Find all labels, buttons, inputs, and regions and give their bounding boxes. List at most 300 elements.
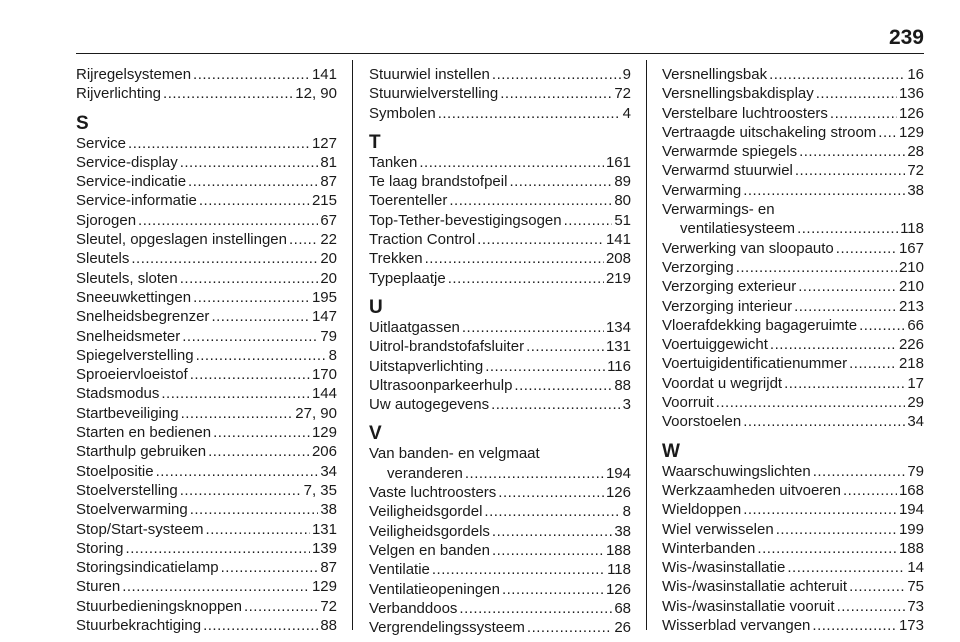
index-page-ref: 17	[907, 374, 924, 392]
dot-leader	[438, 104, 621, 123]
index-term: Voordat u wegrijdt	[662, 374, 783, 392]
index-term: Verwarmd stuurwiel	[662, 162, 793, 180]
index-entry	[369, 337, 631, 356]
index-page-ref: 16	[907, 66, 924, 83]
index-page-ref: 14	[907, 559, 924, 577]
dot-leader	[485, 357, 605, 376]
index-entry	[662, 616, 924, 635]
column-divider	[352, 60, 353, 630]
index-page-ref: 12, 90	[295, 85, 337, 103]
index-term: Sturen	[76, 578, 121, 596]
index-term: Sleutels, sloten	[76, 269, 178, 287]
index-term: Wisserblad vervangen	[662, 617, 811, 635]
index-page-ref: 136	[898, 85, 924, 103]
index-entry	[369, 560, 631, 579]
dot-leader	[484, 502, 620, 521]
dot-leader	[743, 412, 905, 431]
index-page-ref: 208	[605, 250, 631, 268]
dot-leader	[203, 616, 318, 635]
index-column-3	[662, 65, 924, 635]
dot-leader	[798, 277, 897, 296]
dot-leader	[795, 161, 905, 180]
index-page-ref: 210	[898, 278, 924, 296]
index-term: Wis-/wasinstallatie achteruit	[662, 578, 848, 596]
index-term: Symbolen	[369, 104, 436, 122]
index-page-ref: 129	[898, 123, 924, 141]
dot-leader	[138, 211, 318, 230]
dot-leader	[419, 153, 604, 172]
index-page-ref: 147	[311, 308, 337, 326]
dot-leader	[784, 374, 905, 393]
index-term: Uitlaatgassen	[369, 318, 460, 336]
index-term: Startbeveiliging	[76, 404, 179, 422]
index-letter-heading: T	[369, 131, 381, 153]
index-term: Verstelbare luchtroosters	[662, 104, 828, 122]
index-page-ref: 22	[320, 231, 337, 249]
index-page-ref: 88	[614, 376, 631, 394]
dot-leader	[465, 464, 604, 483]
index-page-ref: 139	[311, 539, 337, 557]
dot-leader	[716, 393, 906, 412]
index-term: Wieldoppen	[662, 501, 742, 519]
index-entry	[76, 423, 337, 442]
index-term: Service	[76, 134, 127, 152]
index-page-ref: 206	[311, 443, 337, 461]
index-page-ref: 118	[900, 220, 924, 238]
index-term: Sproeiervloeistof	[76, 366, 188, 384]
index-term: Rijverlichting	[76, 85, 162, 103]
index-page-ref: 195	[311, 288, 337, 306]
index-entry	[662, 539, 924, 558]
index-entry	[369, 249, 631, 268]
index-entry	[369, 230, 631, 249]
index-term: Storing	[76, 539, 124, 557]
index-entry	[369, 444, 631, 463]
index-term: veranderen	[387, 464, 463, 482]
index-page-ref: 188	[605, 541, 631, 559]
index-page-ref: 118	[607, 561, 631, 579]
dot-leader	[289, 230, 318, 249]
index-term: Service-informatie	[76, 192, 197, 210]
index-entry	[369, 84, 631, 103]
dot-leader	[743, 500, 897, 519]
index-page-ref: 127	[311, 134, 337, 152]
index-entry	[662, 142, 924, 161]
index-term: Uitrol-brandstofafsluiter	[369, 338, 525, 356]
index-term: Spiegelverstelling	[76, 346, 194, 364]
index-entry	[76, 269, 337, 288]
dot-leader	[787, 558, 905, 577]
index-page-ref: 170	[311, 366, 337, 384]
dot-leader	[193, 288, 310, 307]
index-entry	[76, 172, 337, 191]
dot-leader	[526, 337, 604, 356]
index-page-ref: 38	[614, 522, 631, 540]
index-term: Verwarming	[662, 181, 742, 199]
dot-leader	[816, 84, 897, 103]
index-entry	[662, 520, 924, 539]
index-page-ref: 126	[898, 104, 924, 122]
index-page-ref: 79	[907, 462, 924, 480]
dot-leader	[509, 172, 612, 191]
index-entry	[662, 104, 924, 123]
index-page-ref: 129	[311, 424, 337, 442]
index-term: Stuurbedieningsknoppen	[76, 597, 242, 615]
index-page-ref: 8	[328, 346, 337, 364]
index-entry	[76, 327, 337, 346]
index-letter-heading: V	[369, 423, 382, 445]
index-page-ref: 144	[311, 385, 337, 403]
index-page-ref: 29	[907, 394, 924, 412]
index-page-ref: 194	[605, 464, 631, 482]
index-term: Verzorging interieur	[662, 297, 793, 315]
index-entry	[369, 483, 631, 502]
index-page-ref: 226	[898, 336, 924, 354]
dot-leader	[122, 577, 310, 596]
index-entry	[662, 239, 924, 258]
index-page-ref: 210	[898, 258, 924, 276]
dot-leader	[514, 376, 612, 395]
index-page-ref: 72	[614, 85, 631, 103]
index-entry	[662, 316, 924, 335]
index-entry	[76, 539, 337, 558]
dot-leader	[797, 219, 898, 238]
index-entry	[662, 354, 924, 373]
index-entry	[369, 65, 631, 84]
index-entry	[369, 318, 631, 337]
dot-leader	[156, 462, 319, 481]
dot-leader	[757, 539, 897, 558]
index-entry	[662, 558, 924, 577]
header-rule	[76, 53, 924, 54]
dot-leader	[425, 249, 604, 268]
dot-leader	[131, 249, 318, 268]
index-entry	[369, 502, 631, 521]
index-term: Verwarmings- en	[662, 201, 775, 219]
dot-leader	[211, 307, 310, 326]
index-entry	[76, 288, 337, 307]
index-page-ref: 3	[622, 396, 631, 414]
index-entry	[662, 123, 924, 142]
column-divider	[646, 60, 647, 630]
index-term: Stuurbekrachtiging	[76, 617, 202, 635]
index-page-ref: 51	[614, 211, 631, 229]
index-entry	[76, 84, 337, 103]
index-term: Versnellingsbak	[662, 66, 768, 83]
index-page-ref: 131	[311, 520, 337, 538]
dot-leader	[188, 172, 318, 191]
index-entry	[369, 191, 631, 210]
index-entry	[76, 211, 337, 230]
index-term: Stuurwiel instellen	[369, 66, 490, 83]
index-page-ref: 9	[622, 66, 631, 83]
index-entry	[369, 104, 631, 123]
index-entry	[662, 219, 924, 238]
index-term: Van banden- en velgmaat	[369, 445, 540, 463]
index-letter-heading: W	[662, 440, 680, 462]
dot-leader	[843, 481, 897, 500]
dot-leader	[163, 84, 293, 103]
dot-leader	[769, 65, 905, 84]
index-page-ref: 68	[614, 599, 631, 617]
index-term: Tanken	[369, 153, 418, 171]
index-term: Top-Tether-bevestigingsogen	[369, 211, 562, 229]
index-entry	[662, 84, 924, 103]
index-term: Veiligheidsgordel	[369, 503, 483, 521]
dot-leader	[564, 211, 613, 230]
index-entry	[369, 211, 631, 230]
index-entry	[662, 374, 924, 393]
index-page-ref: 199	[898, 520, 924, 538]
index-page-ref: 66	[907, 316, 924, 334]
index-page-ref: 215	[311, 192, 337, 210]
index-column-2	[369, 65, 631, 637]
index-entry	[369, 541, 631, 560]
index-entry	[76, 134, 337, 153]
index-letter-heading: U	[369, 296, 383, 318]
dot-leader	[208, 442, 310, 461]
index-term: Wis-/wasinstallatie vooruit	[662, 597, 835, 615]
page-number: 239	[888, 26, 924, 49]
dot-leader	[812, 616, 897, 635]
index-page-ref: 34	[320, 462, 337, 480]
index-term: Velgen en banden	[369, 541, 490, 559]
index-page-ref: 87	[320, 173, 337, 191]
index-page-ref: 26	[614, 619, 631, 637]
index-entry	[369, 580, 631, 599]
index-entry	[76, 191, 337, 210]
dot-leader	[459, 599, 612, 618]
index-page-ref: 141	[605, 231, 631, 249]
index-term: Winterbanden	[662, 539, 756, 557]
dot-leader	[736, 258, 897, 277]
dot-leader	[776, 520, 897, 539]
index-term: Stoelverwarming	[76, 501, 188, 519]
index-entry	[76, 65, 337, 84]
dot-leader	[462, 318, 604, 337]
index-page-ref: 28	[907, 143, 924, 161]
index-entry	[662, 462, 924, 481]
index-entry	[76, 230, 337, 249]
dot-leader	[221, 558, 319, 577]
dot-leader	[813, 462, 906, 481]
index-entry	[369, 357, 631, 376]
dot-leader	[491, 395, 621, 414]
index-page-ref: 4	[622, 104, 631, 122]
index-entry	[369, 464, 631, 483]
index-term: Stadsmodus	[76, 385, 160, 403]
index-term: Stoelpositie	[76, 462, 154, 480]
index-entry	[662, 65, 924, 84]
index-entry	[662, 412, 924, 431]
dot-leader	[180, 153, 319, 172]
index-entry	[76, 462, 337, 481]
dot-leader	[181, 404, 294, 423]
index-term: Verwerking van sloopauto	[662, 239, 834, 257]
index-page-ref: 34	[907, 413, 924, 431]
index-page-ref: 75	[907, 578, 924, 596]
index-page-ref: 80	[614, 192, 631, 210]
index-term: Verzorging	[662, 258, 734, 276]
index-term: Sleutels	[76, 250, 130, 268]
index-entry	[76, 404, 337, 423]
index-letter-heading: S	[76, 112, 89, 134]
index-entry	[662, 481, 924, 500]
index-entry	[76, 558, 337, 577]
index-entry	[76, 520, 337, 539]
index-term: Traction Control	[369, 231, 476, 249]
dot-leader	[128, 134, 310, 153]
index-entry	[76, 481, 337, 500]
index-entry	[369, 395, 631, 414]
dot-leader	[837, 597, 906, 616]
index-page-ref: 38	[320, 501, 337, 519]
index-page-ref: 126	[605, 484, 631, 502]
index-entry	[662, 200, 924, 219]
index-entry	[662, 597, 924, 616]
index-page-ref: 213	[898, 297, 924, 315]
index-term: Te laag brandstofpeil	[369, 173, 508, 191]
index-entry	[76, 616, 337, 635]
index-term: Ventilatieopeningen	[369, 580, 500, 598]
dot-leader	[878, 123, 897, 142]
dot-leader	[449, 191, 612, 210]
index-term: Veiligheidsgordels	[369, 522, 490, 540]
dot-leader	[500, 84, 612, 103]
index-entry	[369, 376, 631, 395]
dot-leader	[180, 481, 302, 500]
index-page-ref: 67	[320, 211, 337, 229]
index-page-ref: 88	[320, 617, 337, 635]
index-entry	[369, 522, 631, 541]
dot-leader	[492, 65, 621, 84]
index-entry	[662, 577, 924, 596]
index-term: Toerenteller	[369, 192, 448, 210]
dot-leader	[770, 335, 897, 354]
index-entry	[369, 269, 631, 288]
index-term: Typeplaatje	[369, 269, 446, 287]
index-term: Stuurwielverstelling	[369, 85, 499, 103]
index-term: Snelheidsmeter	[76, 327, 181, 345]
index-page-ref: 194	[898, 501, 924, 519]
dot-leader	[849, 354, 897, 373]
index-page-ref: 89	[614, 173, 631, 191]
index-page-ref: 161	[605, 153, 631, 171]
index-term: Voorruit	[662, 394, 714, 412]
index-term: Stop/Start-systeem	[76, 520, 204, 538]
index-term: Service-indicatie	[76, 173, 187, 191]
index-term: Uitstapverlichting	[369, 357, 484, 375]
index-term: Sjorogen	[76, 211, 137, 229]
index-page-ref: 72	[907, 162, 924, 180]
index-entry	[76, 384, 337, 403]
index-entry	[662, 297, 924, 316]
index-term: Waarschuwingslichten	[662, 462, 811, 480]
index-term: Service-display	[76, 153, 178, 171]
index-entry	[76, 346, 337, 365]
index-term: Verbanddoos	[369, 599, 458, 617]
index-entry	[662, 393, 924, 412]
dot-leader	[126, 539, 310, 558]
index-page-ref: 129	[311, 578, 337, 596]
index-page-ref: 218	[898, 355, 924, 373]
index-term: Stoelverstelling	[76, 481, 178, 499]
index-term: Verwarmde spiegels	[662, 143, 798, 161]
index-entry	[662, 277, 924, 296]
index-entry	[76, 153, 337, 172]
index-term: Verzorging exterieur	[662, 278, 797, 296]
index-page-ref: 173	[898, 617, 924, 635]
dot-leader	[161, 384, 310, 403]
index-page-ref: 167	[898, 239, 924, 257]
index-entry	[662, 161, 924, 180]
dot-leader	[836, 239, 897, 258]
index-page-ref: 168	[898, 481, 924, 499]
dot-leader	[244, 597, 318, 616]
dot-leader	[477, 230, 604, 249]
index-page-ref: 81	[320, 153, 337, 171]
index-page-ref: 188	[898, 539, 924, 557]
index-term: Sneeuwkettingen	[76, 288, 192, 306]
index-page-ref: 134	[605, 318, 631, 336]
dot-leader	[180, 269, 319, 288]
index-term: Vaste luchtroosters	[369, 484, 497, 502]
index-term: Ventilatie	[369, 561, 430, 579]
index-term: Wiel verwisselen	[662, 520, 774, 538]
dot-leader	[206, 520, 310, 539]
index-entry	[369, 618, 631, 637]
dot-leader	[527, 618, 612, 637]
index-page-ref: 126	[605, 580, 631, 598]
index-entry	[76, 307, 337, 326]
index-page-ref: 27, 90	[295, 404, 337, 422]
dot-leader	[190, 500, 319, 519]
index-term: Voorstoelen	[662, 413, 742, 431]
index-column-1	[76, 65, 337, 635]
index-term: Starthulp gebruiken	[76, 443, 207, 461]
index-term: Vergrendelingssysteem	[369, 619, 525, 637]
dot-leader	[502, 580, 604, 599]
index-entry	[662, 335, 924, 354]
index-page-ref: 131	[605, 338, 631, 356]
index-entry	[76, 249, 337, 268]
index-term: Versnellingsbakdisplay	[662, 85, 814, 103]
index-term: Rijregelsystemen	[76, 66, 192, 83]
dot-leader	[199, 191, 310, 210]
index-page-ref: 87	[320, 559, 337, 577]
index-page-ref: 72	[320, 597, 337, 615]
index-page-ref: 116	[607, 357, 631, 375]
dot-leader	[213, 423, 310, 442]
index-entry	[662, 500, 924, 519]
index-entry	[369, 172, 631, 191]
index-entry	[76, 597, 337, 616]
index-entry	[662, 258, 924, 277]
dot-leader	[432, 560, 605, 579]
index-term: Voertuigidentificatienummer	[662, 355, 848, 373]
index-page-ref: 38	[907, 181, 924, 199]
dot-leader	[498, 483, 604, 502]
index-entry	[369, 153, 631, 172]
index-term: Wis-/wasinstallatie	[662, 559, 786, 577]
dot-leader	[830, 104, 897, 123]
dot-leader	[448, 269, 604, 288]
index-entry	[662, 181, 924, 200]
dot-leader	[859, 316, 905, 335]
dot-leader	[182, 327, 318, 346]
dot-leader	[492, 522, 612, 541]
dot-leader	[492, 541, 604, 560]
